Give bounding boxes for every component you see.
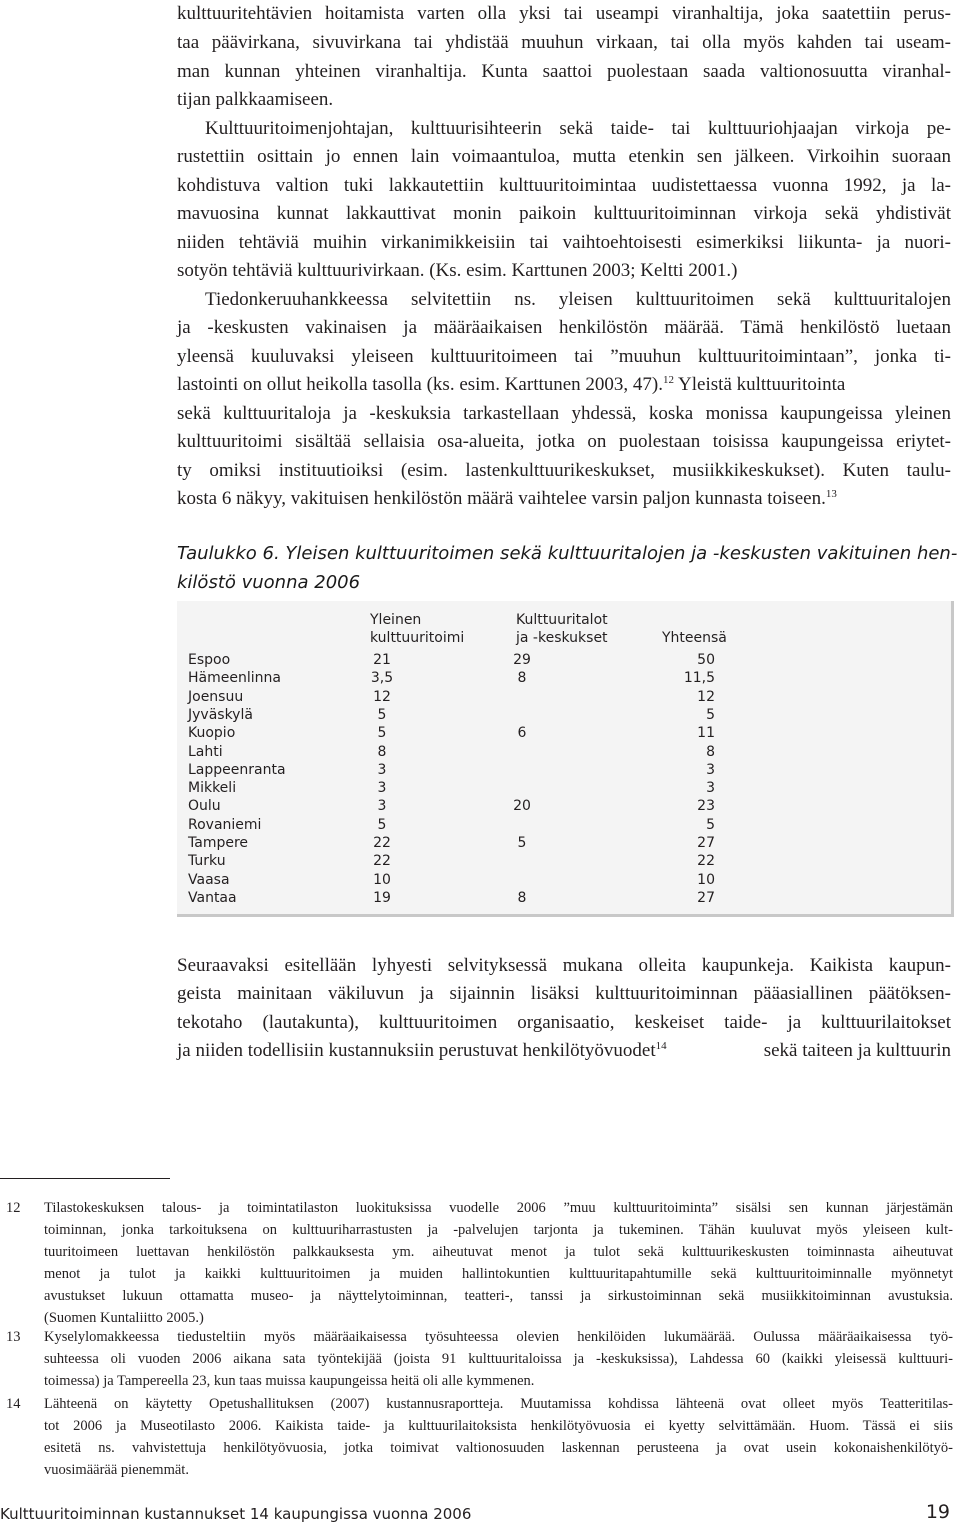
city-cell: Mikkeli	[188, 780, 237, 797]
text-line: sekä kulttuuritaloja ja -keskuksia tarkastellaan yhdessä, koska monissa kaupungeissa yleinen	[177, 403, 951, 424]
table-row	[177, 763, 951, 781]
table-row	[177, 799, 951, 817]
footnote-number: 13	[6, 1329, 21, 1345]
staff-table	[177, 601, 954, 917]
city-cell: Turku	[188, 853, 226, 870]
table-row	[177, 653, 951, 671]
text-line: geista mainitaan väkiluvun ja sijainnin lisäksi kulttuuritoiminnan pääasiallinen päätöksen-	[177, 983, 951, 1004]
general-cell: 19	[373, 889, 391, 906]
total-cell: 50	[697, 652, 715, 668]
text-line: ty omiksi instituutioiksi (esim. lastenkulttuurikeskukset, musiikkikeskukset). Kuten taulu-	[177, 460, 951, 481]
table-row	[177, 873, 951, 891]
general-cell: 12	[373, 688, 391, 705]
table-row	[177, 836, 951, 854]
table-row	[177, 781, 951, 799]
footnote-ref-13[interactable]: 13	[825, 488, 837, 500]
footnote-line: menot ja tulot ja kaikki kulttuuritoimen ja muiden hallintokuntien kulttuuritapahtumille sekä kulttuuritoiminnalle myönnetyt	[44, 1265, 953, 1282]
footnote-line: Kyselylomakkeessa tiedusteltiin myös määräaikaisessa työsuhteessa olevien henkilöiden lukumäärää. Oulussa määräaikaisessa työ-	[44, 1329, 953, 1345]
city-cell: Jyväskylä	[188, 706, 253, 723]
total-cell: 11	[697, 725, 715, 742]
text-line: ja niiden todellisiin kustannuksiin perustuvat henkilötyövuodet$^{14}$ sekä taiteen ja kulttuurin	[177, 1040, 951, 1061]
col-header-culture-houses-2: ja -keskukset	[516, 630, 608, 646]
text-line: kohdistuva valtion tuki lakkautettiin kulttuuritoimintaa uudistettaessa vuonna 1992, ja la-	[177, 175, 951, 196]
general-cell: 21	[373, 652, 391, 668]
text-line: kulttuuritehtävien hoitamista varten olla yksi tai useampi viranhaltija, joka saatettiin perus-	[177, 3, 951, 24]
general-cell: 8	[377, 743, 387, 760]
footnote-line: tuuritoimeen luettavan henkilöstön palkkauksesta ym. aiheutuvat menot ja tulot sekä kulttuurikeskusten toiminnasta aiheutuvat	[44, 1243, 953, 1260]
footnote-line: vuosimäärää pienemmät.	[44, 1461, 189, 1478]
text-line: lastointi on ollut heikolla tasolla (ks. esim. Karttunen 2003, 47).$^{12}$ Yleistä kulttuuritointa	[177, 374, 846, 395]
footnote-line: suhteessa oli vuoden 2006 aikana sata työntekijää (joista 91 kulttuuritaloissa ja -keskuksissa), Lahdessa 60 (kaikki yleisessä kulttuuri-	[44, 1350, 953, 1367]
total-cell: 11,5	[683, 670, 715, 687]
general-cell: 5	[377, 706, 387, 723]
text-line: Kulttuuritoimenjohtajan, kulttuurisihteerin sekä taide- tai kulttuuriohjaajan virkoja pe-	[205, 118, 951, 139]
city-cell: Vantaa	[188, 889, 237, 906]
footnote-line: (Suomen Kuntaliitto 2005.)	[44, 1309, 204, 1326]
table-row	[177, 745, 951, 763]
table-row	[177, 891, 951, 909]
city-cell: Hämeenlinna	[188, 670, 281, 687]
total-cell: 8	[706, 743, 715, 760]
text-line: taa päävirkana, sivuvirkana tai yhdistää muuhun virkaan, tai olla myös kahden tai useam-	[177, 32, 951, 53]
culture-houses-cell: 8	[517, 670, 527, 687]
culture-houses-cell: 20	[513, 798, 531, 815]
table-row	[177, 818, 951, 836]
total-cell: 3	[706, 761, 715, 778]
text-line: man kunnan yhteinen viranhaltija. Kunta saattoi puolestaan saada valtionosuutta viranhal-	[177, 61, 951, 82]
footnote-separator	[0, 1178, 170, 1179]
culture-houses-cell: 5	[517, 835, 527, 851]
city-cell: Lappeenranta	[188, 761, 286, 778]
general-cell: 3	[377, 780, 387, 797]
text-line: tekotaho (lautakunta), kulttuuritoimen organisaatio, keskeiset taide- ja kulttuurilaitokset	[177, 1012, 951, 1033]
city-cell: Lahti	[188, 743, 223, 760]
total-cell: 12	[697, 688, 715, 705]
city-cell: Espoo	[188, 652, 231, 668]
text-line: yleensä kuuluvaksi yleiseen kulttuuritoimeen tai ”muuhun kulttuuritoimintaan”, jonka ti-	[177, 346, 951, 367]
total-cell: 5	[706, 816, 715, 833]
total-cell: 22	[697, 853, 715, 870]
culture-houses-cell: 29	[513, 652, 531, 668]
general-cell: 3	[377, 798, 387, 815]
page-number: 19	[925, 1501, 950, 1523]
text-line: kosta 6 näkyy, vakituisen henkilöstön määrä vaihtelee varsin paljon kunnasta toiseen.$^{13}$	[177, 488, 837, 509]
footnote-line: toiminnan, jonka tarkoituksena on kulttuuriharrastusten ja -palvelujen tarjonta ja tukeminen. Tähän kuuluvat myös yleiseen kult-	[44, 1221, 953, 1238]
culture-houses-cell: 8	[517, 889, 527, 906]
text-line: ja -keskusten vakinaisen ja määräaikaisen henkilöstön määrää. Tämä henkilöstö luetaan	[177, 317, 951, 338]
text-line: niiden tehtäviä muihin virkanimikkeisiin tai vaihtoehtoisesti esimerkiksi liikunta- ja nuori-	[177, 232, 951, 253]
footnote-line: toimessa) ja Tampereella 23, kun taas muissa kaupungeissa heitä oli alle kymmenen.	[44, 1372, 535, 1389]
footnote-line: Tilastokeskuksen talous- ja toimintatilaston luokituksissa vuodelle 2006 ”muu kulttuuritoiminta” sisälsi sen kunnan järjestämän	[44, 1200, 953, 1216]
text-line: tijan palkkaamiseen.	[177, 89, 334, 110]
table-caption-line-2: kilöstö vuonna 2006	[177, 572, 361, 593]
general-cell: 5	[377, 816, 387, 833]
text-line: sotyön tehtäviä kulttuurivirkaan. (Ks. esim. Karttunen 2003; Keltti 2001.)	[177, 260, 738, 281]
total-cell: 27	[697, 835, 715, 851]
col-header-culture-houses: Kulttuuritalot	[516, 612, 608, 628]
text-line: Tiedonkeruuhankkeessa selvitettiin ns. yleisen kulttuuritoimen sekä kulttuuritalojen	[205, 289, 951, 310]
general-cell: 3,5	[370, 670, 394, 687]
footnote-ref-14[interactable]: 14	[655, 1040, 667, 1052]
general-cell: 5	[377, 725, 387, 742]
table-row	[177, 671, 951, 689]
city-cell: Rovaniemi	[188, 816, 262, 833]
text-line: rustettiin osittain jo ennen lain voimaantuloa, mutta etenkin sen jälkeen. Virkoihin suoraan	[177, 146, 951, 167]
city-cell: Tampere	[188, 835, 249, 851]
text-line: Seuraavaksi esitellään lyhyesti selvityksessä mukana olleita kaupunkeja. Kaikista kaupun-	[177, 955, 951, 976]
city-cell: Joensuu	[188, 688, 244, 705]
city-cell: Vaasa	[188, 871, 230, 888]
footnote-line: avustukset lukuun ottamatta museo- ja näyttelytoiminnan, teatteri-, tanssi ja sirkustoiminnan sekä musiikkitoiminnan avustuksia.	[44, 1287, 953, 1304]
total-cell: 5	[706, 706, 715, 723]
col-header-total: Yhteensä	[662, 630, 727, 646]
table-caption-line-1: Taulukko 6. Yleisen kulttuuritoimen sekä kulttuuritalojen ja -keskusten vakituinen hen-	[177, 543, 958, 564]
text-line: mavuosina kunnat lakkauttivat monin paikoin kulttuuritoiminnan virkoja sekä yhdistivät	[177, 203, 951, 224]
total-cell: 27	[697, 889, 715, 906]
general-cell: 3	[377, 761, 387, 778]
general-cell: 10	[373, 871, 391, 888]
footnote-number: 14	[6, 1396, 21, 1412]
total-cell: 10	[697, 871, 715, 888]
culture-houses-cell: 6	[517, 725, 527, 742]
city-cell: Kuopio	[188, 725, 236, 742]
table-row	[177, 690, 951, 708]
city-cell: Oulu	[188, 798, 221, 815]
footnote-number: 12	[6, 1200, 21, 1216]
col-header-general: Yleinen	[370, 612, 422, 628]
table-row	[177, 726, 951, 744]
total-cell: 23	[697, 798, 715, 815]
footer-title: Kulttuuritoiminnan kustannukset 14 kaupungissa vuonna 2006	[0, 1505, 472, 1523]
table-row	[177, 854, 951, 872]
general-cell: 22	[373, 853, 391, 870]
footnote-line: tot 2006 ja Museotilasto 2006. Kaikista taide- ja kulttuurilaitoksista henkilötyövuosia ei kyetty selvittämään. Huom. Tässä ei siis	[44, 1417, 953, 1434]
footnote-line: Lähteenä on käytetty Opetushallituksen (2007) kustannusraportteja. Muutamissa kohdissa lähteenä ovat olleet myös Teatteritilas-	[44, 1396, 953, 1412]
footnote-ref-12[interactable]: 12	[663, 374, 675, 386]
total-cell: 3	[706, 780, 715, 797]
general-cell: 22	[373, 835, 391, 851]
footnote-line: esitetä ns. vahvistettuja henkilötyövuosia, jotka toimivat valtionosuuden laskennan perusteena ja ovat usein kokonaishenkilötyö-	[44, 1439, 953, 1456]
col-header-general-2: kulttuuritoimi	[370, 630, 465, 646]
text-line: kulttuuritoimi sisältää sellaisia osa-alueita, jotka on puolestaan toisissa kaupungeissa eriytet-	[177, 431, 951, 452]
table-row	[177, 708, 951, 726]
